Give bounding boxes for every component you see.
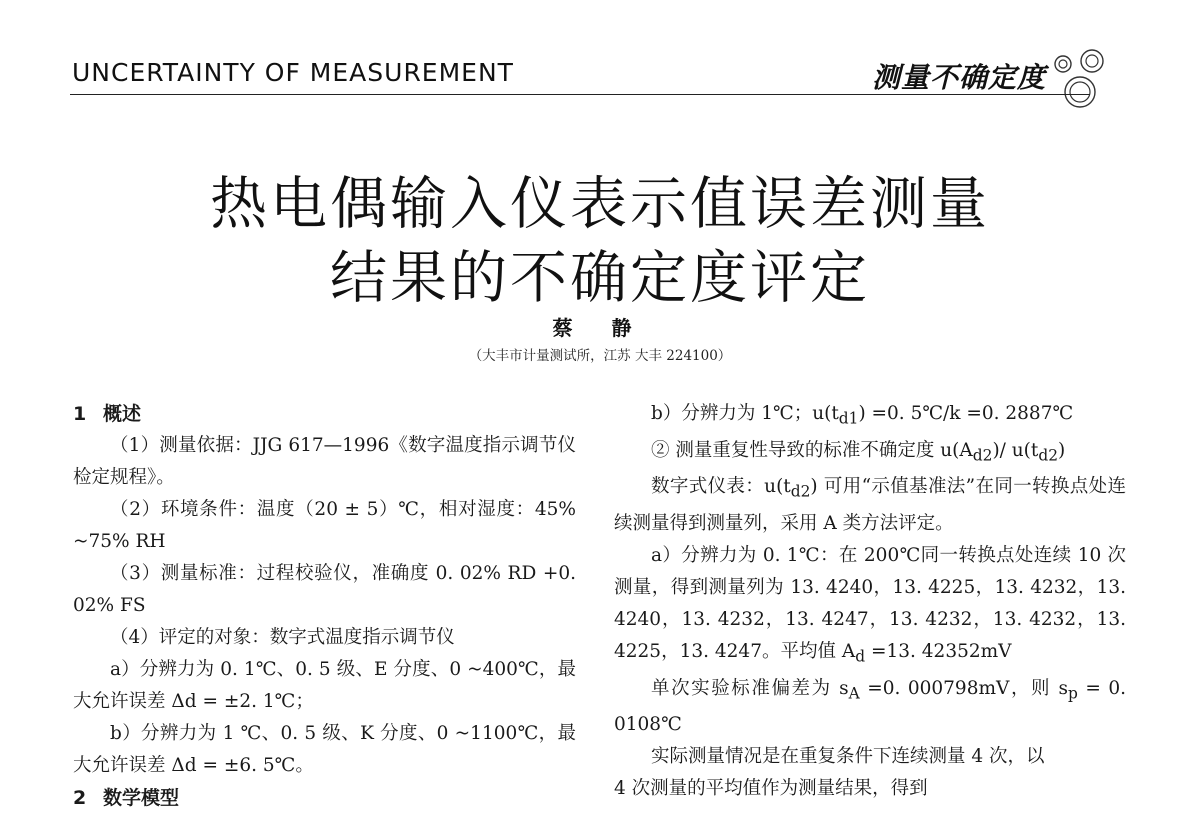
article-title-line-2: 结果的不确定度评定 (330, 245, 870, 311)
paragraph-measurement-series: a）分辨力为 0. 1℃：在 200℃同一转换点处连续 10 次测量，得到测量列为 13. 4240，13. 4225，13. 4232，13. 4240，13. 4232，13. 4247，13. 4232，13. 4232，13. 4225，13. 4247。平均值 $A_d =13$. 42352mV (614, 545, 1126, 666)
section-number: 2 (73, 787, 87, 809)
journal-header-english: UNCERTAINTY OF MEASUREMENT (72, 58, 514, 87)
author-affiliation: （大丰市计量测试所，江苏 大丰 224100） (468, 348, 732, 364)
section-heading-overview (73, 398, 576, 430)
paragraph-std-deviation: 单次实验标准偏差为 $s_A =0$. 000798mV，则 $s_p = 0$. 0108℃ (614, 677, 1126, 736)
article-title-line-1: 热电偶输入仪表示值误差测量 (210, 171, 990, 237)
paragraph-basis: （1）测量依据：JJG 617—1996《数字温度指示调节仪检定规程》。 (73, 435, 576, 488)
header-divider (70, 94, 1090, 95)
journal-header-chinese: 测量不确定度 (872, 61, 1047, 94)
paragraph-digital-instrument: 数字式仪表：$u(t_{d2})$ 可用“示值基准法”在同一转换点处连续测量得到测量列，采用 A 类方法评定。 (614, 476, 1126, 535)
section-heading-model (73, 782, 576, 814)
paragraph-environment: （2）环境条件：温度（20 ± 5）℃，相对湿度：45% ~75% RH (73, 499, 576, 552)
paragraph-standard: （3）测量标准：过程校验仪，准确度 0. 02% RD +0. 02% FS (73, 563, 576, 616)
paragraph-cut-off: 4 次测量的平均值作为测量结果，得到 (614, 778, 928, 800)
section-title: 概述 (103, 403, 142, 425)
paragraph-actual-measurement: 实际测量情况是在重复条件下连续测量 4 次，以 (651, 746, 1045, 768)
right-column (614, 398, 1126, 800)
paragraph-repeatability: ② 测量重复性导致的标准不确定度 $u(A_{d2})/$ $u(t_{d2})$ (651, 439, 1066, 465)
left-column (73, 398, 576, 814)
paragraph-object: （4）评定的对象：数字式温度指示调节仪 (110, 627, 455, 648)
paragraph-resolution-b: b）分辨力为 1℃；$u(t_{d1}) =0$. 5℃/k =0. 2887℃ (651, 403, 1074, 428)
section-number: 1 (73, 403, 87, 425)
author-name: 蔡 静 (552, 316, 648, 340)
section-title: 数学模型 (103, 787, 180, 809)
concentric-circles-icon (1040, 44, 1112, 116)
paragraph-item-a: a）分辨力为 0. 1℃、0. 5 级、E 分度、0 ~400℃，最大允许误差 Δd = ±2. 1℃； (73, 659, 576, 712)
paragraph-item-b: b）分辨力为 1 ℃、0. 5 级、K 分度、0 ~1100℃，最大允许误差 Δd = ±6. 5℃。 (73, 723, 576, 776)
